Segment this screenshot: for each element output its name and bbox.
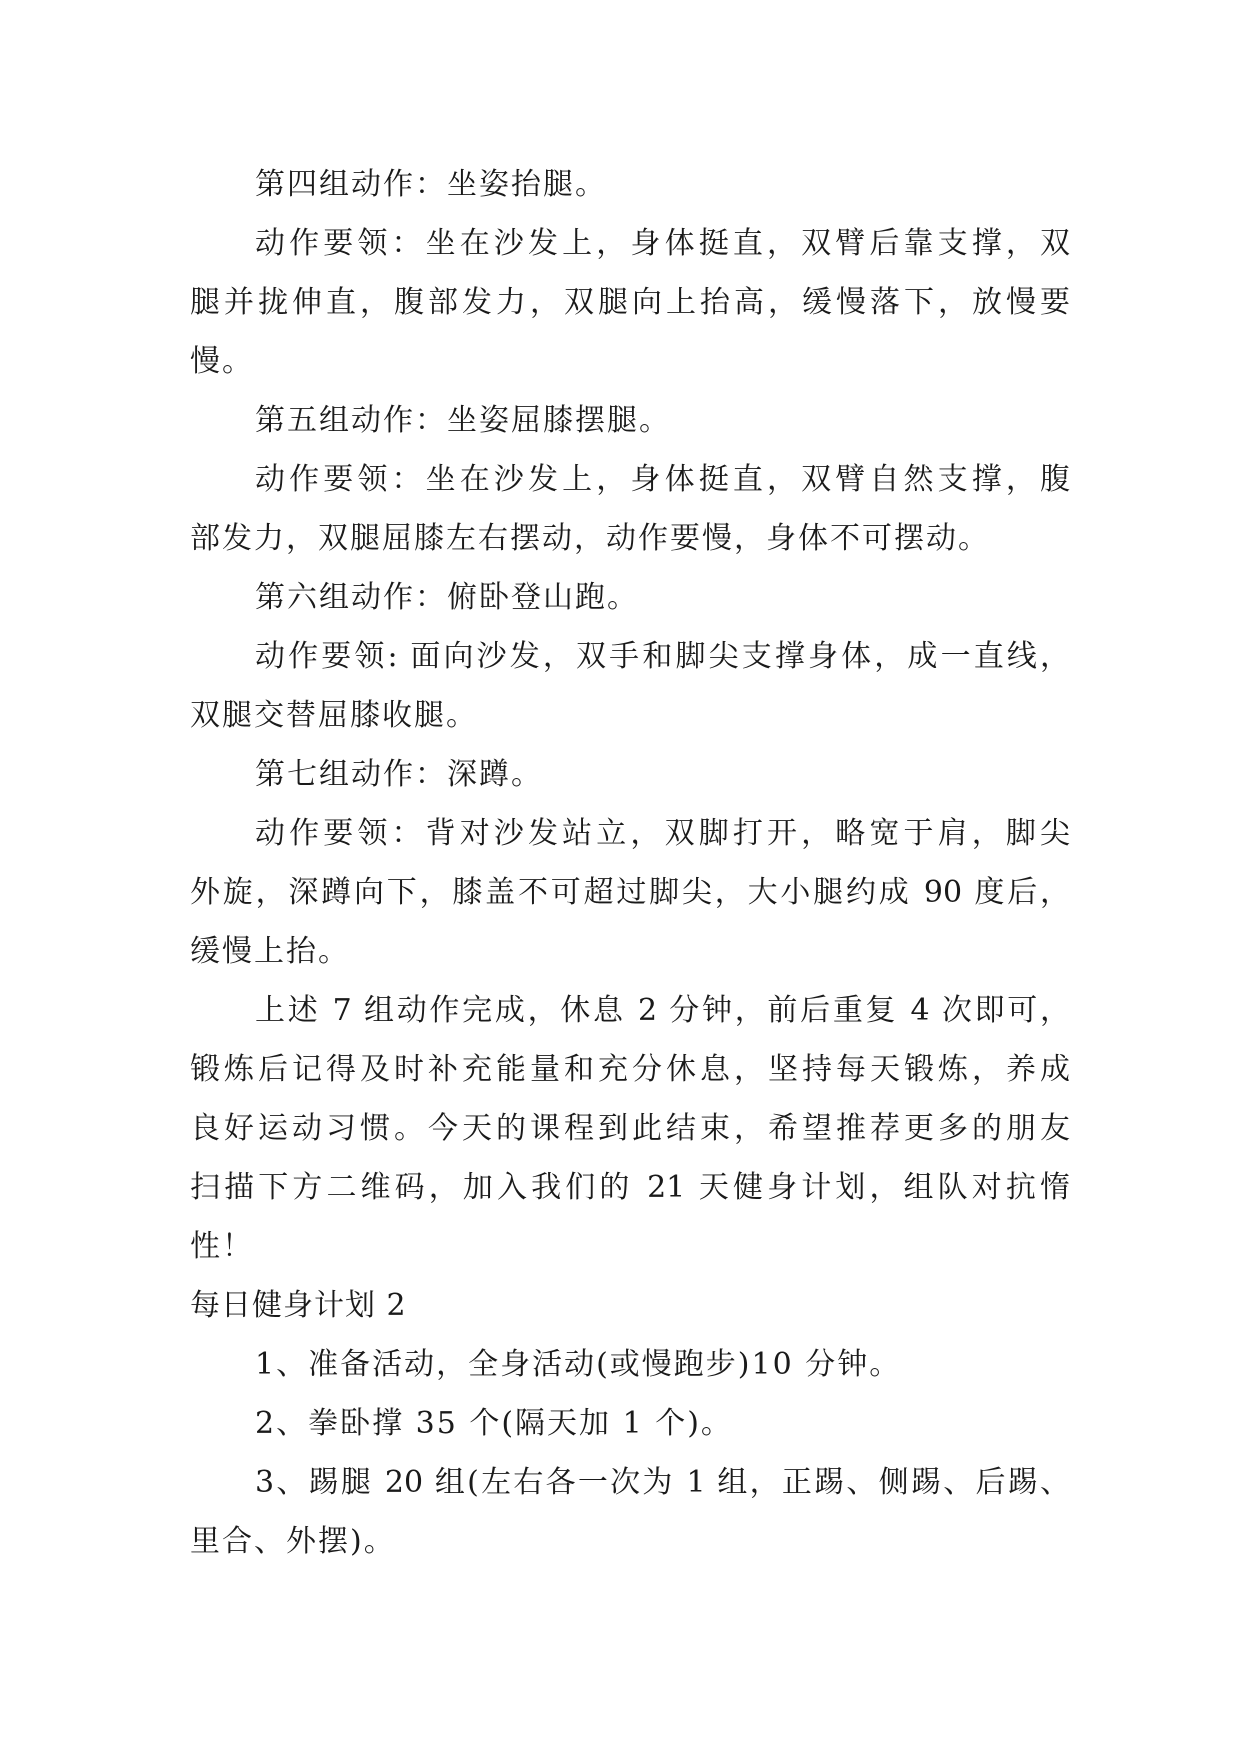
summary-paragraph: 锻炼后记得及时补充能量和充分休息，坚持每天锻炼，养成: [190, 1052, 1070, 1087]
summary-paragraph: 上述 7 组动作完成，休息 2 分钟，前后重复 4 次即可，: [255, 993, 1070, 1028]
exercise-4-title: 第四组动作：坐姿抬腿。: [255, 167, 607, 202]
exercise-7-instructions: 动作要领：背对沙发站立，双脚打开，略宽于肩，脚尖: [255, 816, 1070, 851]
exercise-4-instructions: 动作要领：坐在沙发上，身体挺直，双臂后靠支撑，双: [255, 226, 1070, 261]
plan-item-2: 2、拳卧撑 35 个(隔天加 1 个)。: [255, 1406, 733, 1441]
exercise-6-instructions: 动作要领: 面向沙发，双手和脚尖支撑身体，成一直线，: [255, 639, 1070, 674]
exercise-7-instructions: 外旋，深蹲向下，膝盖不可超过脚尖，大小腿约成 90 度后，: [190, 875, 1070, 910]
exercise-5-instructions: 动作要领：坐在沙发上，身体挺直，双臂自然支撑，腹: [255, 462, 1070, 497]
exercise-7-instructions: 缓慢上抬。: [190, 934, 350, 969]
plan-item-1: 1、准备活动，全身活动(或慢跑步)10 分钟。: [255, 1347, 902, 1382]
exercise-5-instructions: 部发力，双腿屈膝左右摆动，动作要慢，身体不可摆动。: [190, 521, 990, 556]
plan-item-3: 里合、外摆)。: [190, 1524, 396, 1559]
summary-paragraph: 扫描下方二维码，加入我们的 21 天健身计划，组队对抗惰: [190, 1170, 1070, 1205]
plan-item-3: 3、踢腿 20 组(左右各一次为 1 组，正踢、侧踢、后踢、: [255, 1465, 1070, 1500]
exercise-6-title: 第六组动作：俯卧登山跑。: [255, 580, 639, 615]
summary-paragraph: 良好运动习惯。今天的课程到此结束，希望推荐更多的朋友: [190, 1111, 1070, 1146]
exercise-6-instructions: 双腿交替屈膝收腿。: [190, 698, 478, 733]
exercise-4-instructions: 慢。: [190, 344, 254, 379]
summary-paragraph: 性！: [190, 1229, 254, 1264]
exercise-5-title: 第五组动作：坐姿屈膝摆腿。: [255, 403, 671, 438]
document-body: [190, 155, 1070, 1571]
exercise-4-instructions: 腿并拢伸直，腹部发力，双腿向上抬高，缓慢落下，放慢要: [190, 285, 1070, 320]
section-heading: 每日健身计划 2: [190, 1288, 407, 1323]
exercise-7-title: 第七组动作：深蹲。: [255, 757, 543, 792]
